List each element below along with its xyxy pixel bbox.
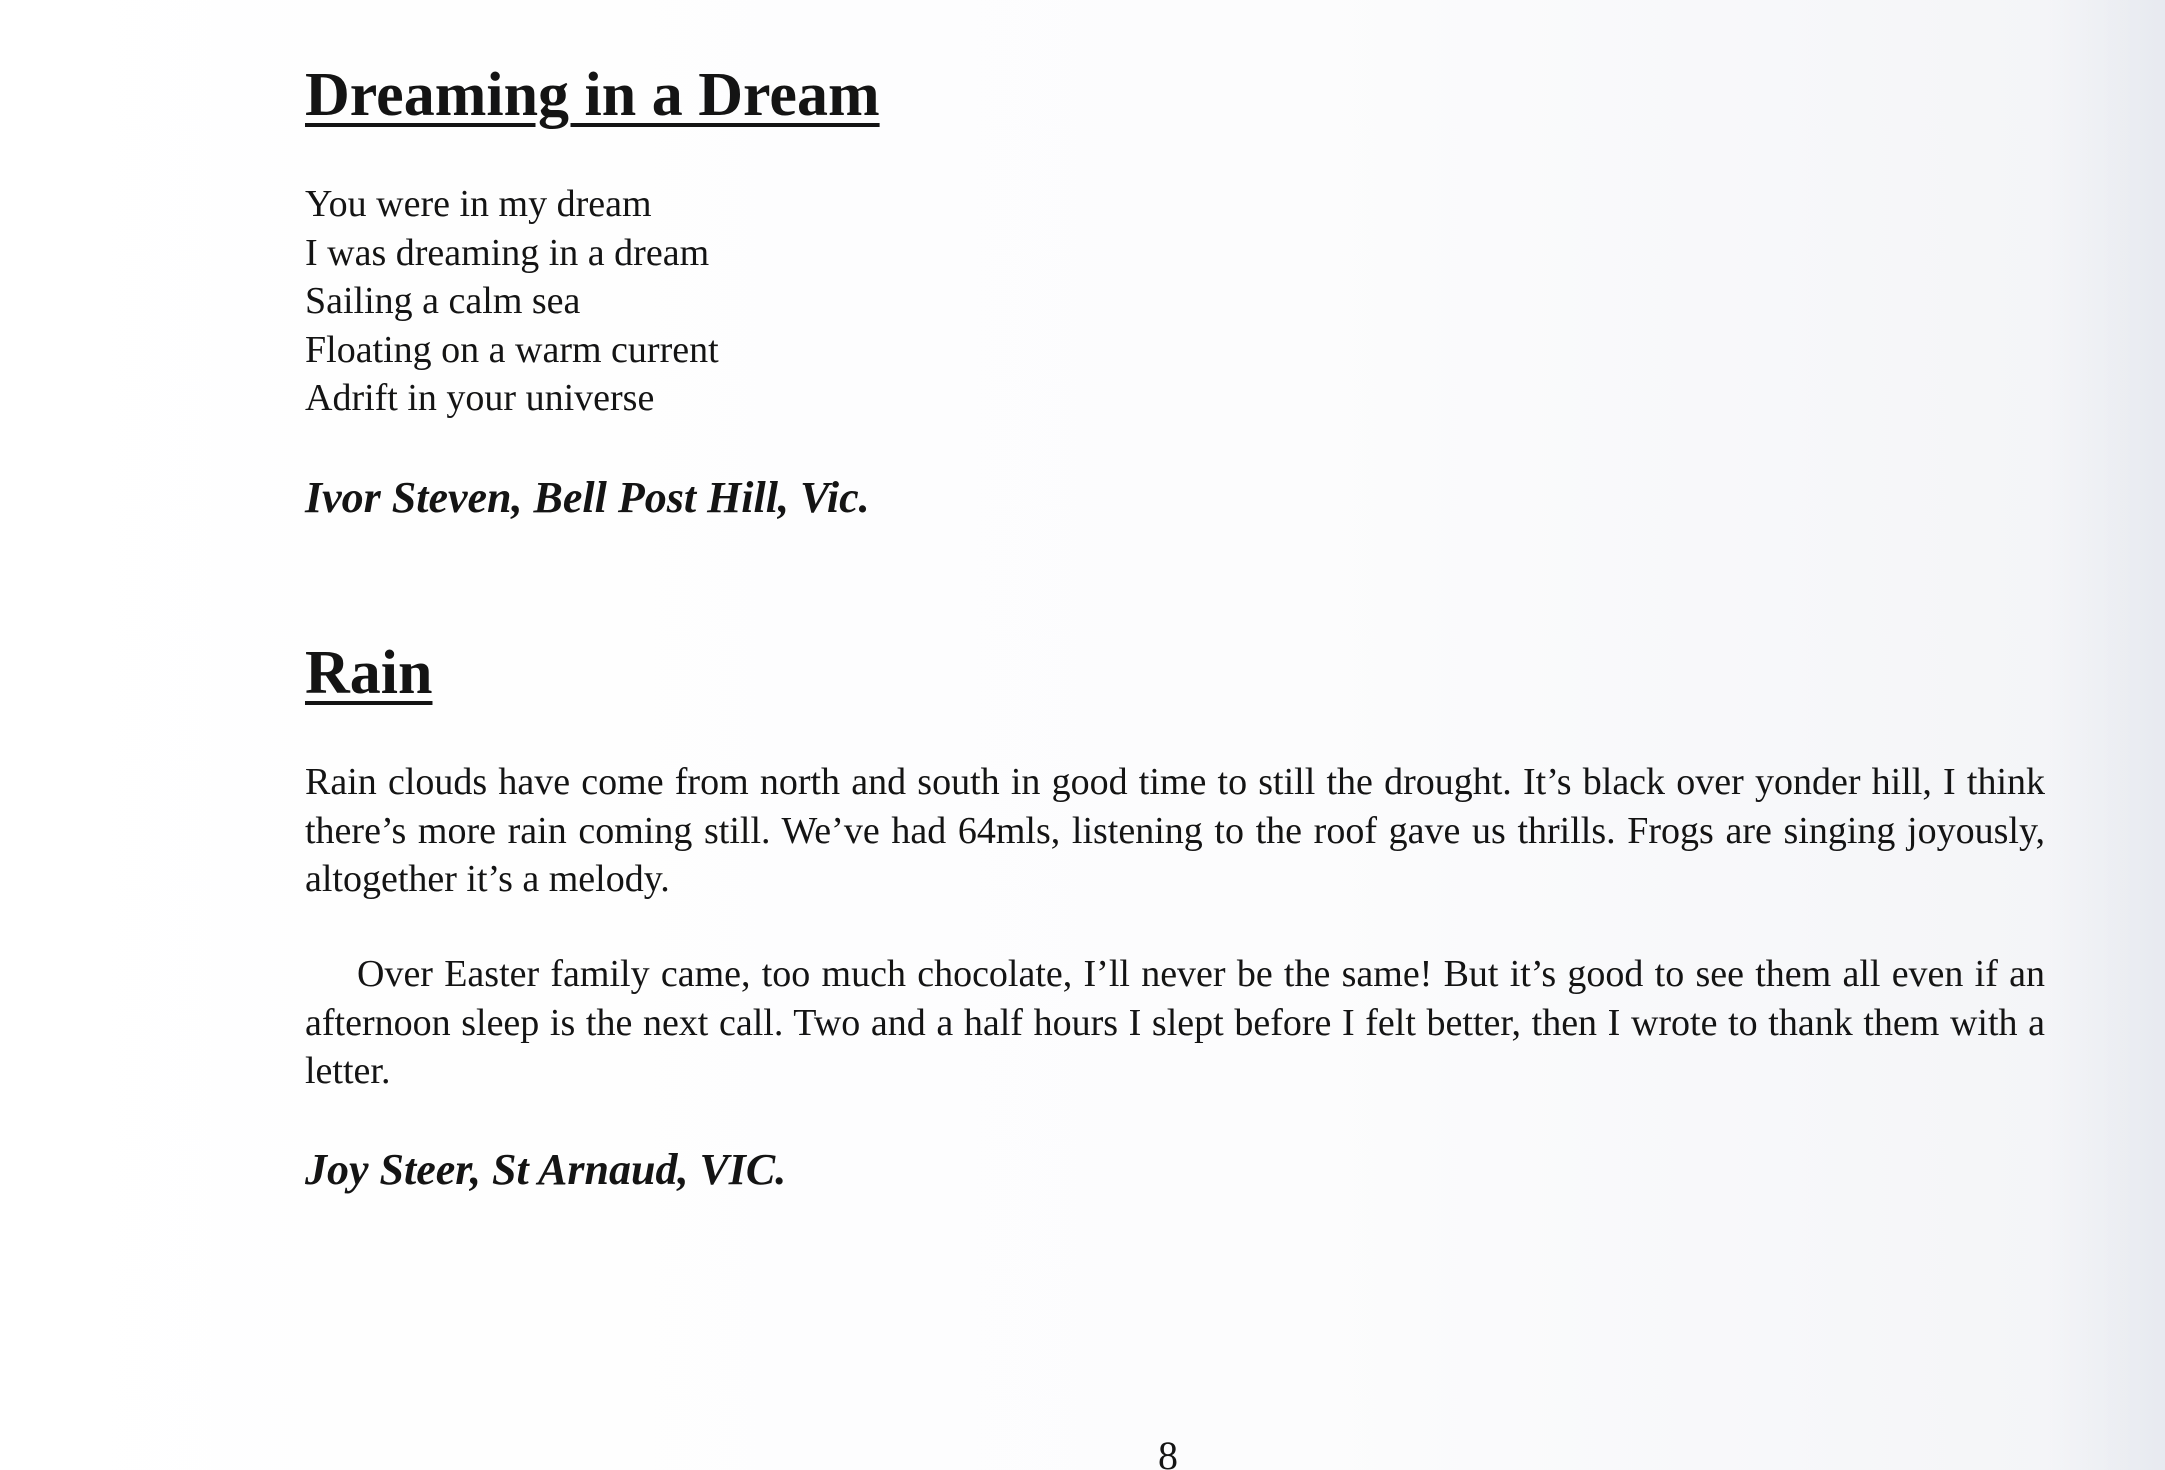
poem-author: Ivor Steven, Bell Post Hill, Vic. bbox=[305, 473, 870, 522]
poem-body bbox=[305, 180, 719, 423]
page-edge-shadow bbox=[2045, 0, 2165, 1470]
page-number: 8 bbox=[1158, 1433, 1178, 1470]
poem-title: Dreaming in a Dream bbox=[305, 61, 880, 129]
poem-line: I was dreaming in a dream bbox=[305, 231, 710, 274]
poem-title: Rain bbox=[305, 639, 433, 707]
poem-author: Joy Steer, St Arnaud, VIC. bbox=[305, 1145, 787, 1194]
poem-line: Adrift in your universe bbox=[305, 377, 655, 419]
prose-paragraph: Over Easter family came, too much chocolate, I’ll never be the same! But it’s good to see them all even if an afternoon sleep is the next call. Two and a half hours I slept before I felt better, then I wrote to thank them with a letter. bbox=[305, 953, 2045, 1092]
poem-line: You were in my dream bbox=[305, 183, 652, 225]
poem-line: Sailing a calm sea bbox=[305, 280, 581, 322]
prose-paragraph: Rain clouds have come from north and south in good time to still the drought. It’s black over yonder hill, I think there’s more rain coming still. We’ve had 64mls, listening to the roof gave us thrills. Frogs are singing joyously, altogether it’s a melody. bbox=[305, 761, 2045, 900]
poem-line: Floating on a warm current bbox=[305, 328, 719, 371]
